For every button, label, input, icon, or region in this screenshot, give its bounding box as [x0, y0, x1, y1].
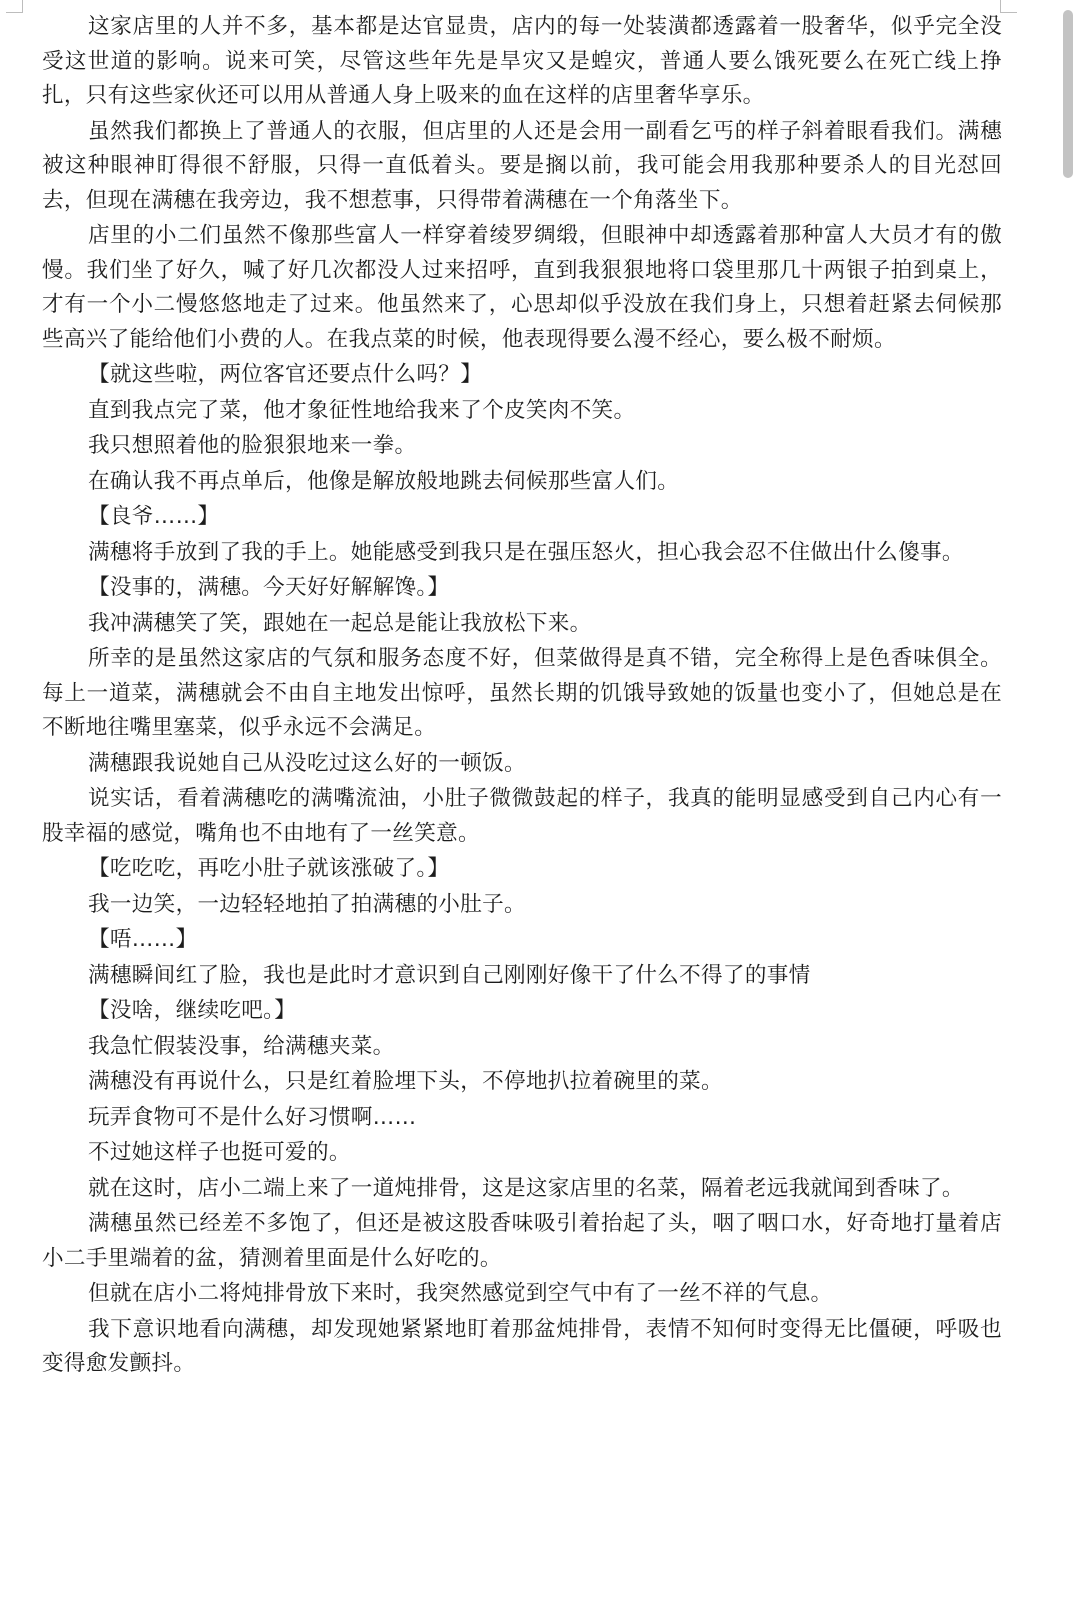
paragraph: 在确认我不再点单后，他像是解放般地跳去伺候那些富人们。 — [88, 468, 680, 494]
paragraph: 满穗瞬间红了脸，我也是此时才意识到自己刚刚好像干了什么不得了的事情 — [88, 962, 811, 988]
paragraph: 我急忙假装没事，给满穗夹菜。 — [88, 1033, 395, 1059]
paragraph: 【没事的，满穗。今天好好解解馋。】 — [88, 575, 450, 600]
paragraph: 我一边笑，一边轻轻地拍了拍满穗的小肚子。 — [88, 891, 526, 917]
document-body — [42, 10, 1002, 1383]
paragraph: 满穗没有再说什么，只是红着脸埋下头，不停地扒拉着碗里的菜。 — [88, 1069, 723, 1094]
vertical-scrollbar[interactable] — [1060, 0, 1080, 1610]
paragraph: 就在这时，店小二端上来了一道炖排骨，这是这家店里的名菜，隔着老远我就闻到香味了。 — [88, 1175, 964, 1201]
paragraph: 我只想照着他的脸狠狠地来一拳。 — [88, 433, 417, 458]
paragraph: 这家店里的人并不多，基本都是达官显贵，店内的每一处装潢都透露着一股奢华，似乎完全没受这世道的影响。说来可笑，尽管这些年先是旱灾又是蝗灾，普通人要么饿死要么在死亡线上挣扎，只有这些家伙还可以用从普通人身上吸来的血在这样的店里奢华享乐。 — [42, 14, 1002, 108]
paragraph: 不过她这样子也挺可爱的。 — [88, 1140, 351, 1165]
paragraph: 所幸的是虽然这家店的气氛和服务态度不好，但菜做得是真不错，完全称得上是色香味俱全。每上一道菜，满穗就会不由自主地发出惊呼，虽然长期的饥饿导致她的饭量也变小了，但她总是在不断地往嘴里塞菜，似乎永远不会满足。 — [42, 646, 1002, 740]
paragraph: 但就在店小二将炖排骨放下来时，我突然感觉到空气中有了一丝不祥的气息。 — [88, 1281, 833, 1306]
paragraph: 我冲满穗笑了笑，跟她在一起总是能让我放松下来。 — [88, 610, 592, 636]
paragraph: 满穗跟我说她自己从没吃过这么好的一顿饭。 — [88, 750, 526, 776]
paragraph: 我下意识地看向满穗，却发现她紧紧地盯着那盆炖排骨，表情不知何时变得无比僵硬，呼吸也变得愈发颤抖。 — [42, 1316, 1002, 1376]
paragraph: 满穗将手放到了我的手上。她能感受到我只是在强压怒火，担心我会忍不住做出什么傻事。 — [88, 539, 964, 565]
paragraph: 【没啥，继续吃吧。】 — [88, 998, 297, 1023]
scrollbar-thumb[interactable] — [1063, 10, 1073, 178]
paragraph: 【唔……】 — [88, 927, 198, 952]
paragraph: 【就这些啦，两位客官还要点什么吗？】 — [88, 362, 483, 387]
paragraph: 玩弄食物可不是什么好习惯啊…… — [88, 1104, 417, 1130]
paragraph: 【吃吃吃，再吃小肚子就该涨破了。】 — [88, 856, 450, 881]
page-corner-mark-right — [1000, 0, 1017, 13]
paragraph: 【良爷……】 — [88, 504, 220, 529]
paragraph: 满穗虽然已经差不多饱了，但还是被这股香味吸引着抬起了头，咽了咽口水，好奇地打量着店小二手里端着的盆，猜测着里面是什么好吃的。 — [42, 1211, 1002, 1271]
paragraph: 虽然我们都换上了普通人的衣服，但店里的人还是会用一副看乞丐的样子斜着眼看我们。满穗被这种眼神盯得很不舒服，只得一直低着头。要是搁以前，我可能会用我那种要杀人的目光怼回去，但现在满穗在我旁边，我不想惹事，只得带着满穗在一个角落坐下。 — [42, 118, 1002, 213]
page-corner-mark-left — [6, 0, 23, 13]
paragraph: 直到我点完了菜，他才象征性地给我来了个皮笑肉不笑。 — [88, 397, 636, 423]
paragraph: 说实话，看着满穗吃的满嘴流油，小肚子微微鼓起的样子，我真的能明显感受到自己内心有一股幸福的感觉，嘴角也不由地有了一丝笑意。 — [42, 786, 1002, 846]
paragraph: 店里的小二们虽然不像那些富人一样穿着绫罗绸缎，但眼神中却透露着那种富人大员才有的傲慢。我们坐了好久，喊了好几次都没人过来招呼，直到我狠狠地将口袋里那几十两银子拍到桌上，才有一个小二慢悠悠地走了过来。他虽然来了，心思却似乎没放在我们身上，只想着赶紧去伺候那些高兴了能给他们小费的人。在我点菜的时候，他表现得要么漫不经心，要么极不耐烦。 — [42, 223, 1002, 352]
